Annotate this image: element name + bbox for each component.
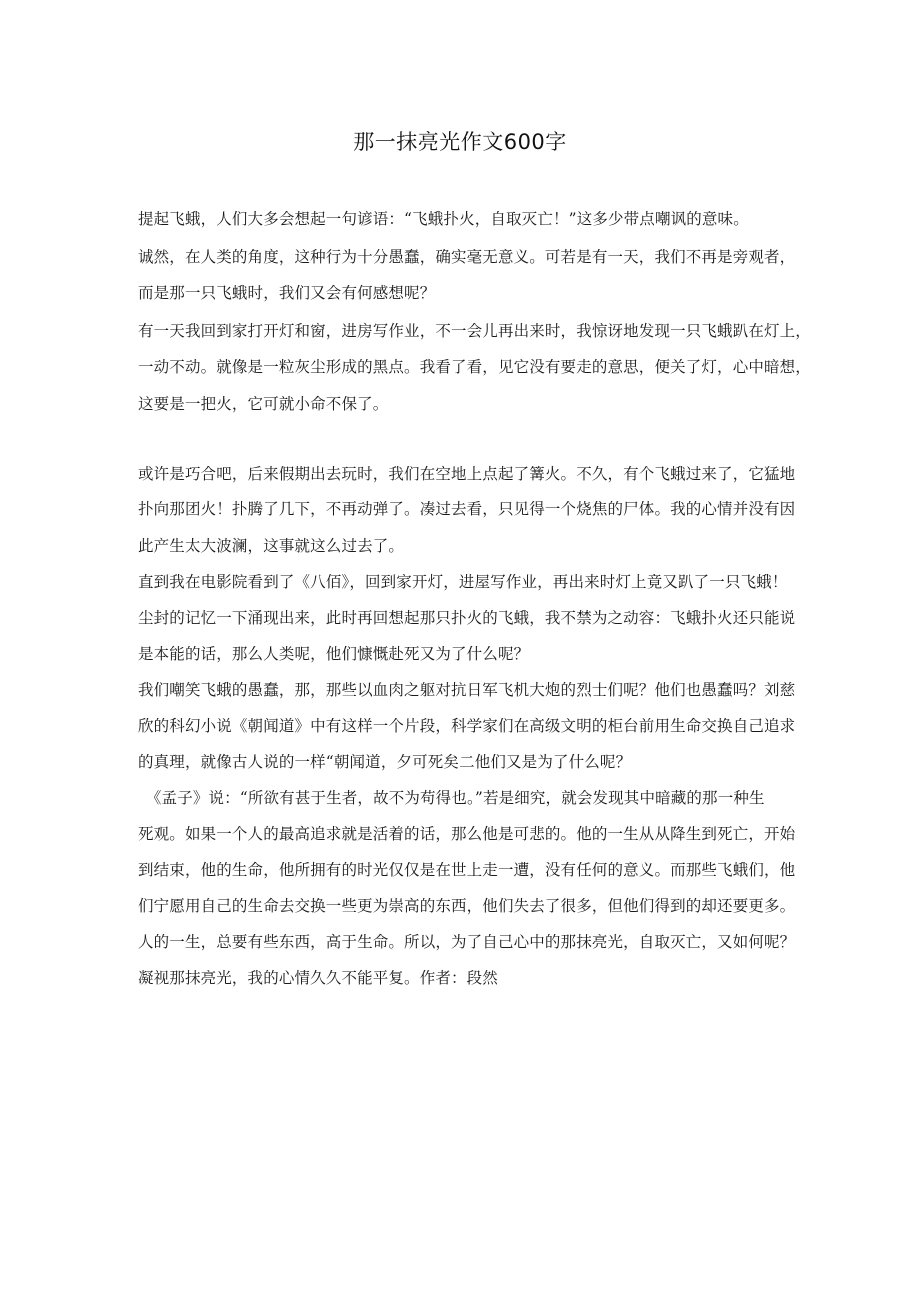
text-line: 我们嘲笑飞蛾的愚蠢，那，那些以血肉之躯对抗日军飞机大炮的烈士们呢？他们也愚蠢吗？刘慈	[138, 681, 796, 699]
text-line: 直到我在电影院看到了《八佰》，回到家开灯，进屋写作业，再出来时灯上竟又趴了一只飞蛾！	[138, 573, 788, 591]
text-line: 凝视那抹亮光，我的心情久久不能平复。作者：段然	[138, 969, 498, 987]
text-line: 尘封的记忆一下涌现出来，此时再回想起那只扑火的飞蛾，我不禁为之动容：飞蛾扑火还只能说	[138, 609, 796, 627]
document-title: 那一抹亮光作文600字	[353, 130, 567, 154]
text-line: 此产生太大波澜，这事就这么过去了。	[138, 537, 405, 555]
text-line: 到结束，他的生命，他所拥有的时光仅仅是在世上走一遭，没有任何的意义。而那些飞蛾们，他	[138, 861, 796, 879]
text-line: 扑向那团火！扑腾了几下，不再动弹了。凑过去看，只见得一个烧焦的尸体。我的心情并没有因	[138, 500, 796, 518]
text-line: 欣的科幻小说《朝闻道》中有这样一个片段，科学家们在高级文明的柜台前用生命交换自己追求	[138, 717, 796, 735]
text-line: 是本能的话，那么人类呢，他们慷慨赴死又为了什么呢？	[138, 645, 530, 663]
text-line: 提起飞蛾，人们大多会想起一句谚语：“飞蛾扑火，自取灭亡！”这多少带点嘲讽的意味。	[138, 210, 749, 228]
text-line: 有一天我回到家打开灯和窗，进房写作业，不一会儿再出来时，我惊讶地发现一只飞蛾趴在灯上，	[138, 322, 811, 340]
text-line: 的真理，就像古人说的一样“朝闻道，夕可死矣二他们又是为了什么呢？	[138, 753, 632, 771]
text-line: 死观。如果一个人的最高追求就是活着的话，那么他是可悲的。他的一生从从降生到死亡，开始	[138, 825, 796, 843]
text-line: 一动不动。就像是一粒灰尘形成的黑点。我看了看，见它没有要走的意思，便关了灯，心中暗想，	[138, 358, 811, 376]
text-line: 而是那一只飞蛾时，我们又会有何感想呢？	[138, 284, 436, 302]
text-line: 《孟子》说：“所欲有甚于生者，故不为苟得也。”若是细究，就会发现其中暗藏的那一种生	[138, 789, 765, 807]
text-line: 这要是一把火，它可就小命不保了。	[138, 395, 389, 413]
text-line: 人的一生，总要有些东西，高于生命。所以，为了自己心中的那抹亮光，自取灭亡，又如何呢？	[138, 933, 796, 951]
text-line: 们宁愿用自己的生命去交换一些更为崇高的东西，他们失去了很多，但他们得到的却还要更多。	[138, 897, 796, 915]
text-line: 或许是巧合吧，后来假期出去玩时，我们在空地上点起了篝火。不久，有个飞蛾过来了，它猛地	[138, 465, 796, 483]
text-line: 诚然，在人类的角度，这种行为十分愚蠢，确实毫无意义。可若是有一天，我们不再是旁观者，	[138, 248, 796, 266]
